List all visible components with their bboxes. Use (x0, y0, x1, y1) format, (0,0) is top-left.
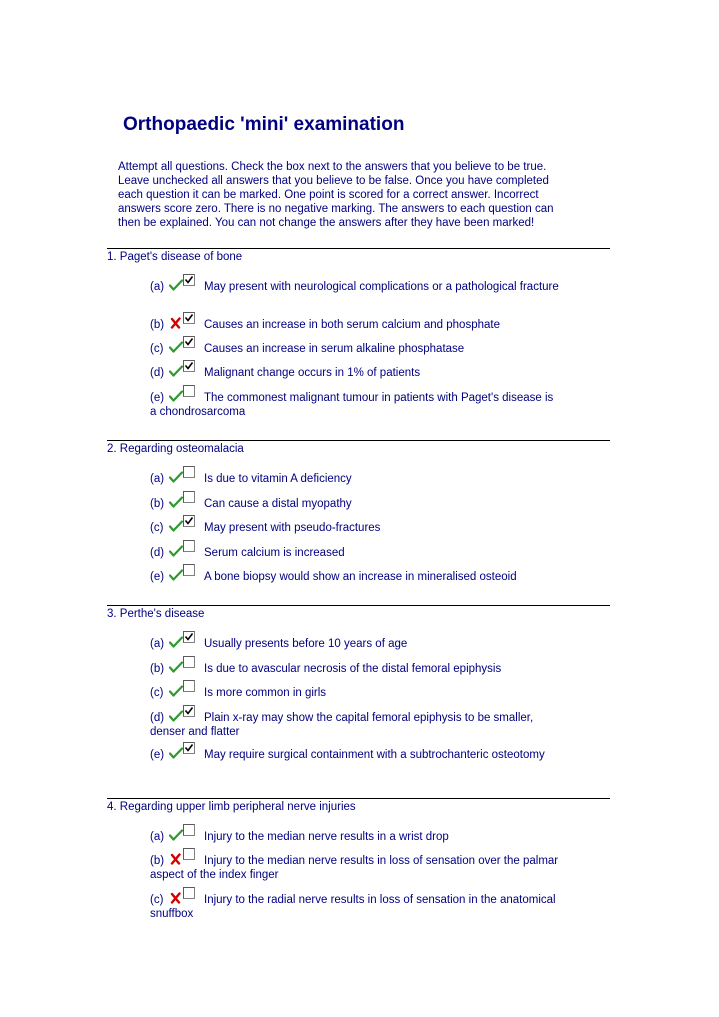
answer-option (150, 312, 560, 332)
answer-checkbox[interactable] (183, 705, 195, 717)
answer-checkbox[interactable] (183, 312, 195, 324)
option-letter: (c) (150, 894, 164, 906)
question-2 (107, 440, 610, 583)
option-text: May present with pseudo-fractures (204, 522, 381, 534)
question-divider (107, 605, 610, 606)
correct-check-icon (169, 685, 183, 697)
question-divider (107, 440, 610, 441)
answer-option (150, 360, 560, 380)
option-letter: (b) (150, 855, 165, 867)
option-text: Plain x-ray may show the capital femoral epiphysis to be smaller, denser and flatter (150, 712, 534, 738)
correct-check-icon (169, 569, 183, 581)
option-text: Is more common in girls (204, 687, 327, 699)
answer-checkbox[interactable] (183, 360, 195, 372)
answer-checkbox[interactable] (183, 824, 195, 836)
option-text: Injury to the radial nerve results in loss of sensation in the anatomical snuffbox (150, 894, 556, 920)
option-letter: (d) (150, 367, 165, 379)
instructions-text: Attempt all questions. Check the box next to the answers that you believe to be true. Leave unchecked all answers that you believe to be false. Once you have completed each question it can be marked. One point is scored for a correct answer. Incorrect answers score zero. There is no negative marking. The answers to each question can then be explained. You can not change the answers after they have been marked! (118, 161, 554, 229)
option-letter: (d) (150, 712, 165, 724)
option-text: Is due to vitamin A deficiency (204, 473, 352, 485)
correct-check-icon (169, 390, 183, 402)
option-text: Injury to the median nerve results in loss of sensation over the palmar aspect of the index finger (150, 855, 559, 881)
correct-check-icon (169, 747, 183, 759)
answer-option (150, 680, 560, 700)
answer-option (150, 631, 560, 651)
answer-option (150, 491, 560, 511)
wrong-cross-icon (169, 853, 183, 865)
option-letter: (e) (150, 749, 165, 761)
option-text: A bone biopsy would show an increase in mineralised osteoid (204, 571, 517, 583)
correct-check-icon (169, 520, 183, 532)
answer-checkbox[interactable] (183, 742, 195, 754)
wrong-cross-icon (169, 892, 183, 904)
correct-check-icon (169, 341, 183, 353)
question-1 (107, 248, 610, 418)
answer-option (150, 705, 560, 739)
question-divider (107, 798, 610, 799)
option-text: Is due to avascular necrosis of the distal femoral epiphysis (204, 663, 502, 675)
option-text: Injury to the median nerve results in a wrist drop (204, 831, 449, 843)
option-letter: (b) (150, 663, 165, 675)
option-letter: (b) (150, 319, 165, 331)
option-letter: (c) (150, 522, 164, 534)
answer-option (150, 385, 560, 419)
correct-check-icon (169, 829, 183, 841)
correct-check-icon (169, 545, 183, 557)
answer-checkbox[interactable] (183, 466, 195, 478)
option-letter: (e) (150, 392, 165, 404)
option-letter: (a) (150, 473, 165, 485)
answer-checkbox[interactable] (183, 680, 195, 692)
answer-option (150, 274, 560, 294)
answer-option (150, 848, 560, 882)
answer-option (150, 466, 560, 486)
answer-option (150, 564, 560, 584)
option-letter: (a) (150, 281, 165, 293)
question-heading: 1. Paget's disease of bone (107, 251, 243, 263)
option-letter: (e) (150, 571, 165, 583)
option-text: May require surgical containment with a subtrochanteric osteotomy (204, 749, 545, 761)
correct-check-icon (169, 661, 183, 673)
question-3 (107, 605, 610, 761)
answer-checkbox[interactable] (183, 515, 195, 527)
option-text: Serum calcium is increased (204, 547, 345, 559)
answer-checkbox[interactable] (183, 656, 195, 668)
option-text: Usually presents before 10 years of age (204, 638, 408, 650)
question-heading: 2. Regarding osteomalacia (107, 443, 244, 455)
answer-checkbox[interactable] (183, 848, 195, 860)
correct-check-icon (169, 279, 183, 291)
option-text: Can cause a distal myopathy (204, 498, 352, 510)
answer-checkbox[interactable] (183, 274, 195, 286)
answer-option (150, 336, 560, 356)
option-letter: (a) (150, 831, 165, 843)
correct-check-icon (169, 636, 183, 648)
wrong-cross-icon (169, 317, 183, 329)
answer-checkbox[interactable] (183, 887, 195, 899)
question-divider (107, 248, 610, 249)
answer-checkbox[interactable] (183, 491, 195, 503)
option-letter: (c) (150, 343, 164, 355)
correct-check-icon (169, 710, 183, 722)
page-title: Orthopaedic 'mini' examination (123, 114, 405, 135)
option-text: Malignant change occurs in 1% of patients (204, 367, 421, 379)
answer-checkbox[interactable] (183, 385, 195, 397)
answer-option (150, 824, 560, 844)
question-heading: 4. Regarding upper limb peripheral nerve injuries (107, 801, 356, 813)
correct-check-icon (169, 365, 183, 377)
answer-checkbox[interactable] (183, 631, 195, 643)
answer-option (150, 742, 560, 762)
answer-option (150, 887, 560, 921)
correct-check-icon (169, 471, 183, 483)
option-text: May present with neurological complications or a pathological fracture (204, 281, 559, 293)
option-text: The commonest malignant tumour in patients with Paget's disease is a chondrosarcoma (150, 392, 554, 418)
answer-option (150, 656, 560, 676)
option-letter: (a) (150, 638, 165, 650)
option-text: Causes an increase in serum alkaline phosphatase (204, 343, 465, 355)
option-letter: (d) (150, 547, 165, 559)
option-text: Causes an increase in both serum calcium and phosphate (204, 319, 500, 331)
answer-checkbox[interactable] (183, 336, 195, 348)
option-letter: (c) (150, 687, 164, 699)
option-letter: (b) (150, 498, 165, 510)
answer-checkbox[interactable] (183, 540, 195, 552)
question-4 (107, 798, 610, 920)
answer-checkbox[interactable] (183, 564, 195, 576)
question-heading: 3. Perthe's disease (107, 608, 205, 620)
answer-option (150, 515, 560, 535)
correct-check-icon (169, 496, 183, 508)
answer-option (150, 540, 560, 560)
